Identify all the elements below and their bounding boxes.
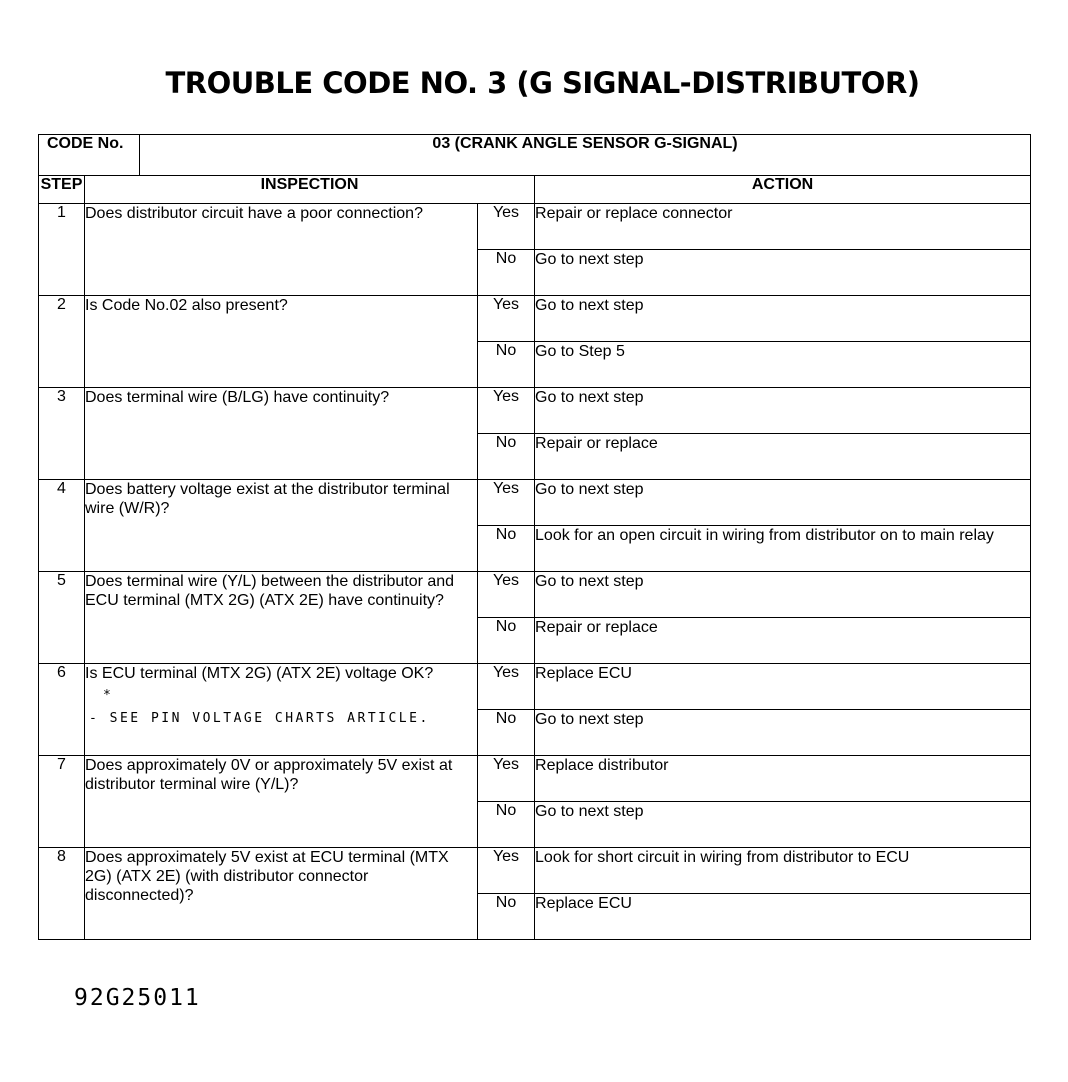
yes-action: Look for short circuit in wiring from distributor to ECU: [535, 848, 1031, 894]
no-label: No: [478, 618, 535, 664]
step-row-yes: [39, 296, 1031, 342]
inspection-note: [85, 689, 477, 728]
inspection-header: INSPECTION: [85, 176, 535, 204]
no-action: Go to next step: [535, 802, 1031, 848]
column-header-row: [39, 176, 1031, 204]
no-action: Repair or replace: [535, 434, 1031, 480]
yes-action: Go to next step: [535, 388, 1031, 434]
inspection-text: Is ECU terminal (MTX 2G) (ATX 2E) voltage OK?: [85, 665, 434, 682]
no-action: Go to Step 5: [535, 342, 1031, 388]
note-text: - SEE PIN VOLTAGE CHARTS ARTICLE.: [89, 711, 430, 726]
yes-label: Yes: [478, 756, 535, 802]
step-number: 4: [39, 480, 85, 572]
yes-label: Yes: [478, 480, 535, 526]
yes-action: Go to next step: [535, 480, 1031, 526]
step-row-yes: [39, 388, 1031, 434]
no-action: Look for an open circuit in wiring from distributor on to main relay: [535, 526, 1031, 572]
step-number: 1: [39, 204, 85, 296]
yes-action: Replace ECU: [535, 664, 1031, 710]
no-action: Go to next step: [535, 710, 1031, 756]
no-label: No: [478, 342, 535, 388]
no-action: Repair or replace: [535, 618, 1031, 664]
yes-label: Yes: [478, 388, 535, 434]
yes-label: Yes: [478, 848, 535, 894]
inspection-text: Does terminal wire (B/LG) have continuity?: [85, 389, 390, 406]
inspection-text: Does approximately 5V exist at ECU terminal (MTX 2G) (ATX 2E) (with distributor connector disconnected)?: [85, 849, 449, 904]
no-label: No: [478, 894, 535, 940]
yes-action: Go to next step: [535, 296, 1031, 342]
step-row-yes: [39, 572, 1031, 618]
step-row-yes: [39, 664, 1031, 710]
inspection-text: Is Code No.02 also present?: [85, 297, 288, 314]
inspection-cell: [85, 204, 478, 296]
code-label: CODE No.: [39, 135, 140, 176]
yes-action: Go to next step: [535, 572, 1031, 618]
code-value: 03 (CRANK ANGLE SENSOR G-SIGNAL): [140, 135, 1031, 176]
step-rows: [39, 204, 1031, 940]
step-row-yes: [39, 756, 1031, 802]
yes-label: Yes: [478, 572, 535, 618]
note-star: *: [103, 688, 114, 703]
inspection-cell: [85, 756, 478, 848]
step-header: STEP: [39, 176, 85, 204]
inspection-cell: [85, 664, 478, 756]
inspection-cell: [85, 480, 478, 572]
no-label: No: [478, 802, 535, 848]
step-number: 5: [39, 572, 85, 664]
inspection-cell: [85, 296, 478, 388]
step-row-yes: [39, 204, 1031, 250]
no-label: No: [478, 710, 535, 756]
no-label: No: [478, 434, 535, 480]
step-number: 7: [39, 756, 85, 848]
yes-action: Repair or replace connector: [535, 204, 1031, 250]
step-number: 6: [39, 664, 85, 756]
inspection-text: Does battery voltage exist at the distributor terminal wire (W/R)?: [85, 481, 450, 517]
no-label: No: [478, 250, 535, 296]
inspection-cell: [85, 388, 478, 480]
no-label: No: [478, 526, 535, 572]
action-header: ACTION: [535, 176, 1031, 204]
no-action: Go to next step: [535, 250, 1031, 296]
trouble-code-table: [38, 134, 1031, 940]
yes-action: Replace distributor: [535, 756, 1031, 802]
no-action: Replace ECU: [535, 894, 1031, 940]
figure-id: 92G25011: [74, 985, 201, 1011]
code-header-row: [39, 135, 1031, 176]
yes-label: Yes: [478, 204, 535, 250]
inspection-text: Does distributor circuit have a poor connection?: [85, 205, 423, 222]
inspection-cell: [85, 848, 478, 940]
step-row-yes: [39, 848, 1031, 894]
step-number: 8: [39, 848, 85, 940]
inspection-text: Does terminal wire (Y/L) between the distributor and ECU terminal (MTX 2G) (ATX 2E) have continuity?: [85, 573, 455, 609]
yes-label: Yes: [478, 296, 535, 342]
inspection-text: Does approximately 0V or approximately 5V exist at distributor terminal wire (Y/L)?: [85, 757, 453, 793]
step-number: 3: [39, 388, 85, 480]
page-title: TROUBLE CODE NO. 3 (G SIGNAL-DISTRIBUTOR): [165, 66, 920, 100]
yes-label: Yes: [478, 664, 535, 710]
step-number: 2: [39, 296, 85, 388]
step-row-yes: [39, 480, 1031, 526]
inspection-cell: [85, 572, 478, 664]
